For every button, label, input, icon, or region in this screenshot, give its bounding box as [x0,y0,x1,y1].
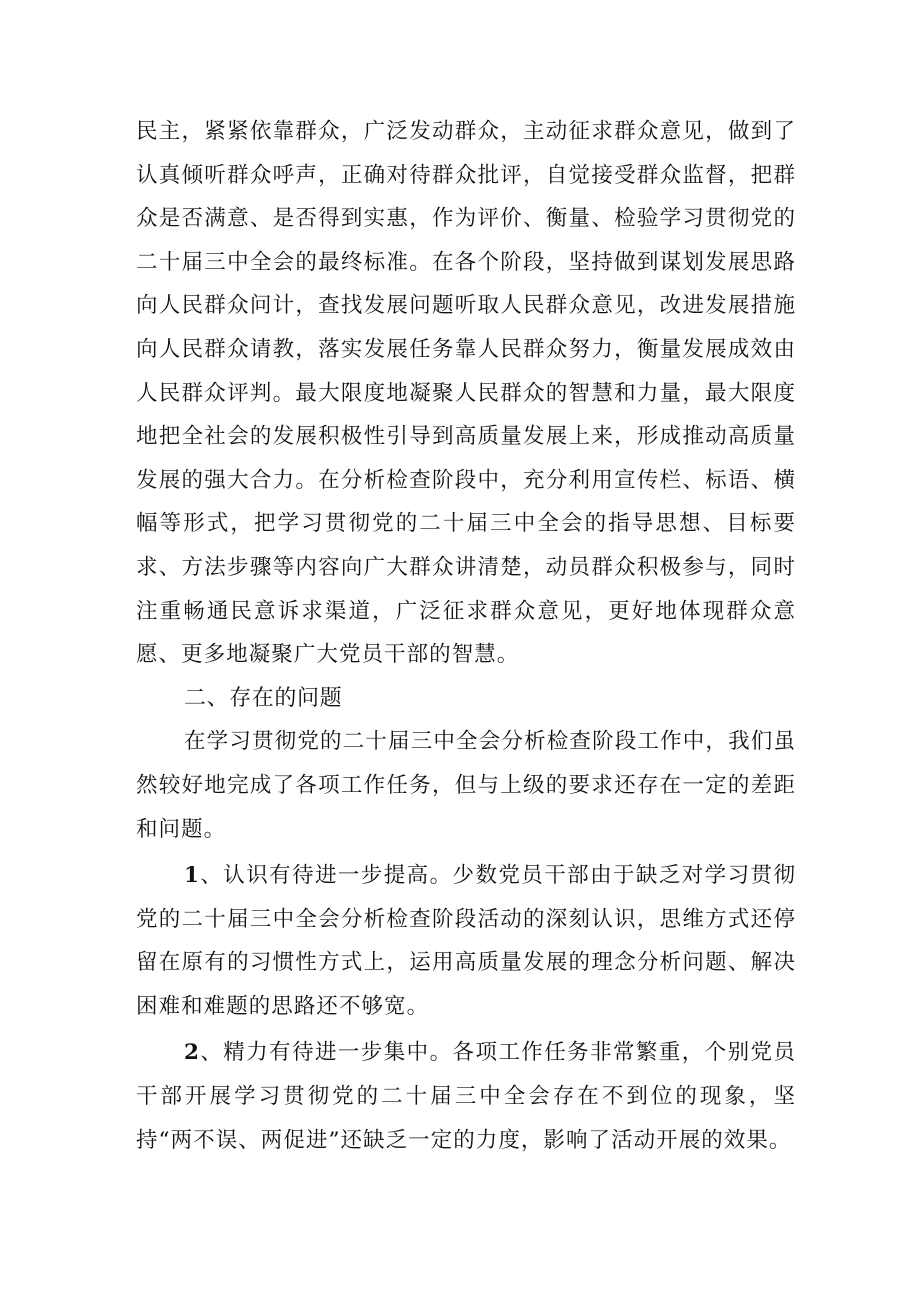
intro-paragraph: 在学习贯彻党的二十届三中全会分析检查阶段工作中，我们虽然较好地完成了各项工作任务，但与上级的要求还存在一定的差距和问题。 [136,729,796,842]
issue-item-2 [136,1031,796,1162]
issue-text: 、认识有待进一步提高。少数党员干部由于缺乏对学习贯彻党的二十届三中全会分析检查阶段活动的深刻认识，思维方式还停留在原有的习惯性方式上，运用高质量发展的理念分析问题、解决困难和难题的思路还不够宽。 [136,863,796,1019]
continued-paragraph: 民主，紧紧依靠群众，广泛发动群众，主动征求群众意见，做到了认真倾听群众呼声，正确对待群众批评，自觉接受群众监督，把群众是否满意、是否得到实惠，作为评价、衡量、检验学习贯彻党的二十届三中全会的最终标准。在各个阶段，坚持做到谋划发展思路向人民群众问计，查找发展问题听取人民群众意见，改进发展措施向人民群众请教，落实发展任务靠人民群众努力，衡量发展成效由人民群众评判。最大限度地凝聚人民群众的智慧和力量，最大限度地把全社会的发展积极性引导到高质量发展上来，形成推动高质量发展的强大合力。在分析检查阶段中，充分利用宣传栏、标语、横幅等形式，把学习贯彻党的二十届三中全会的指导思想、目标要求、方法步骤等内容向广大群众讲清楚，动员群众积极参与，同时注重畅通民意诉求渠道，广泛征求群众意见，更好地体现群众意愿、更多地凝聚广大党员干部的智慧。 [136,119,796,668]
issue-number: 1 [184,863,201,889]
issue-number: 2 [184,1040,201,1066]
section-heading: 二、存在的问题 [184,685,343,711]
issue-item-1 [136,854,796,1028]
issue-text: 、精力有待进一步集中。各项工作任务非常繁重，个别党员干部开展学习贯彻党的二十届三中全会存在不到位的现象，坚持“两不误、两促进”还缺乏一定的力度，影响了活动开展的效果。 [136,1040,796,1153]
document-body [136,110,796,1162]
